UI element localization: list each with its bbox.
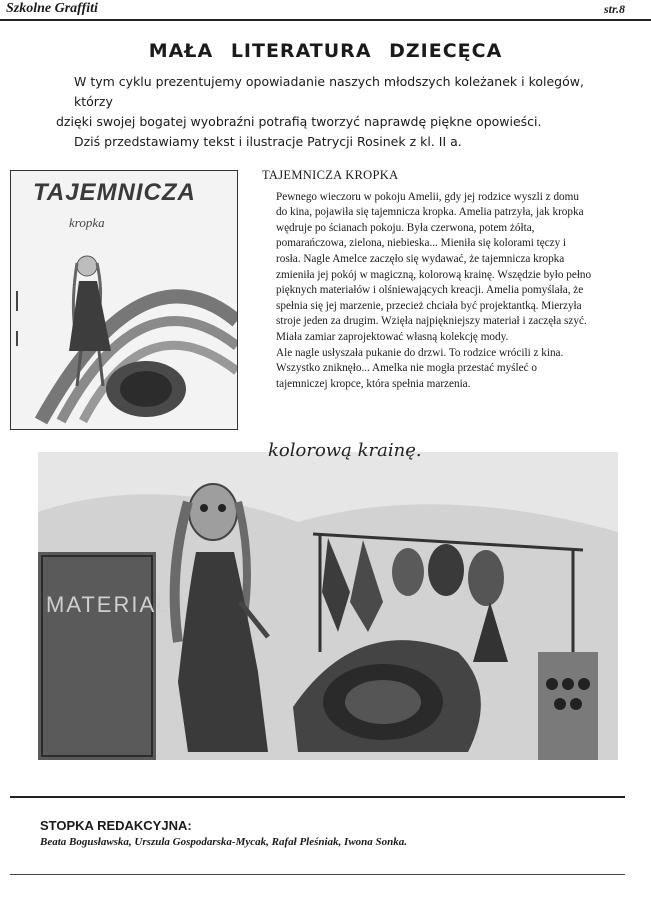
footer-rule — [10, 874, 625, 875]
story-line: do kina, pojawiła się tajemnicza kropka. Amelia patrzyła, jak kropka — [276, 206, 584, 219]
page-number: str.8 — [603, 2, 625, 16]
editorial-names: Beata Bogusławska, Urszula Gospodarska-Mycak, Rafał Pleśniak, Iwona Sonka. — [40, 836, 408, 848]
story-line: pomarańczowa, zielona, niebieska... Mieniła się kolorami tęczy i — [276, 237, 567, 250]
story-line: spełnia się jej marzenie, przecież chciała być projektantką. Mierzyła — [276, 299, 582, 312]
story-line: Wszystko zniknęło... Amelka nie mogła przestać myśleć o — [276, 362, 537, 375]
story-line: tajemniczej kropce, która spełnia marzenia. — [276, 377, 471, 390]
intro-paragraph — [56, 72, 616, 152]
cover-title: TAJEMNICZA — [33, 179, 196, 206]
story-line: Ale nagle usłyszała pukanie do drzwi. To rodzice wrócili z kina. — [276, 346, 564, 359]
page-title: MAŁA LITERATURA DZIECĘCA — [148, 40, 503, 62]
drawing-caption: kolorową krainę. — [268, 440, 422, 461]
story-illustration — [38, 452, 618, 760]
story-line: pięknych materiałów i olśniewających kreacji. Amelia pomyślała, że — [276, 284, 584, 297]
drawing-sign: MATERIAŁY — [46, 592, 188, 617]
header-rule — [0, 19, 651, 21]
book-cover-illustration — [10, 170, 238, 430]
footer-rule — [10, 796, 625, 798]
publication-name: Szkolne Graffiti — [6, 1, 98, 16]
story-title: TAJEMNICZA KROPKA — [262, 168, 399, 182]
page-header — [0, 0, 651, 20]
story-body — [262, 190, 602, 393]
editorial-heading: STOPKA REDAKCYJNA: — [40, 818, 192, 833]
story-line: Miała zamiar zaprojektować własną kolekcję mody. — [276, 330, 509, 343]
intro-line: Dziś przedstawiamy tekst i ilustracje Patrycji Rosinek z kl. II a. — [74, 134, 462, 149]
story-line: Pewnego wieczoru w pokoju Amelii, gdy jej rodzice wyszli z domu — [276, 190, 579, 203]
story-line: stroje jeden za drugim. Wzięła najpiękniejszy materiał i zaczęła szyć. — [276, 315, 587, 328]
cover-drawing — [11, 171, 237, 429]
story-line: rosła. Nagle Amelce zaczęło się wydawać, że tajemnicza kropka — [276, 252, 565, 265]
illustration-drawing — [38, 452, 618, 760]
story-section — [262, 168, 602, 392]
story-line: zmieniła jej pokój w magiczną, kolorową krainę. Wszędzie było pełno — [276, 268, 592, 281]
intro-line: W tym cyklu prezentujemy opowiadanie naszych młodszych koleżanek i kolegów, którzy — [74, 74, 584, 109]
story-line: wędruje po ścianach pokoju. Była czerwona, potem żółta, — [276, 221, 535, 234]
cover-subtitle: kropka — [69, 215, 105, 230]
intro-line: dzięki swojej bogatej wyobraźni potrafią tworzyć naprawdę piękne opowieści. — [56, 114, 542, 129]
